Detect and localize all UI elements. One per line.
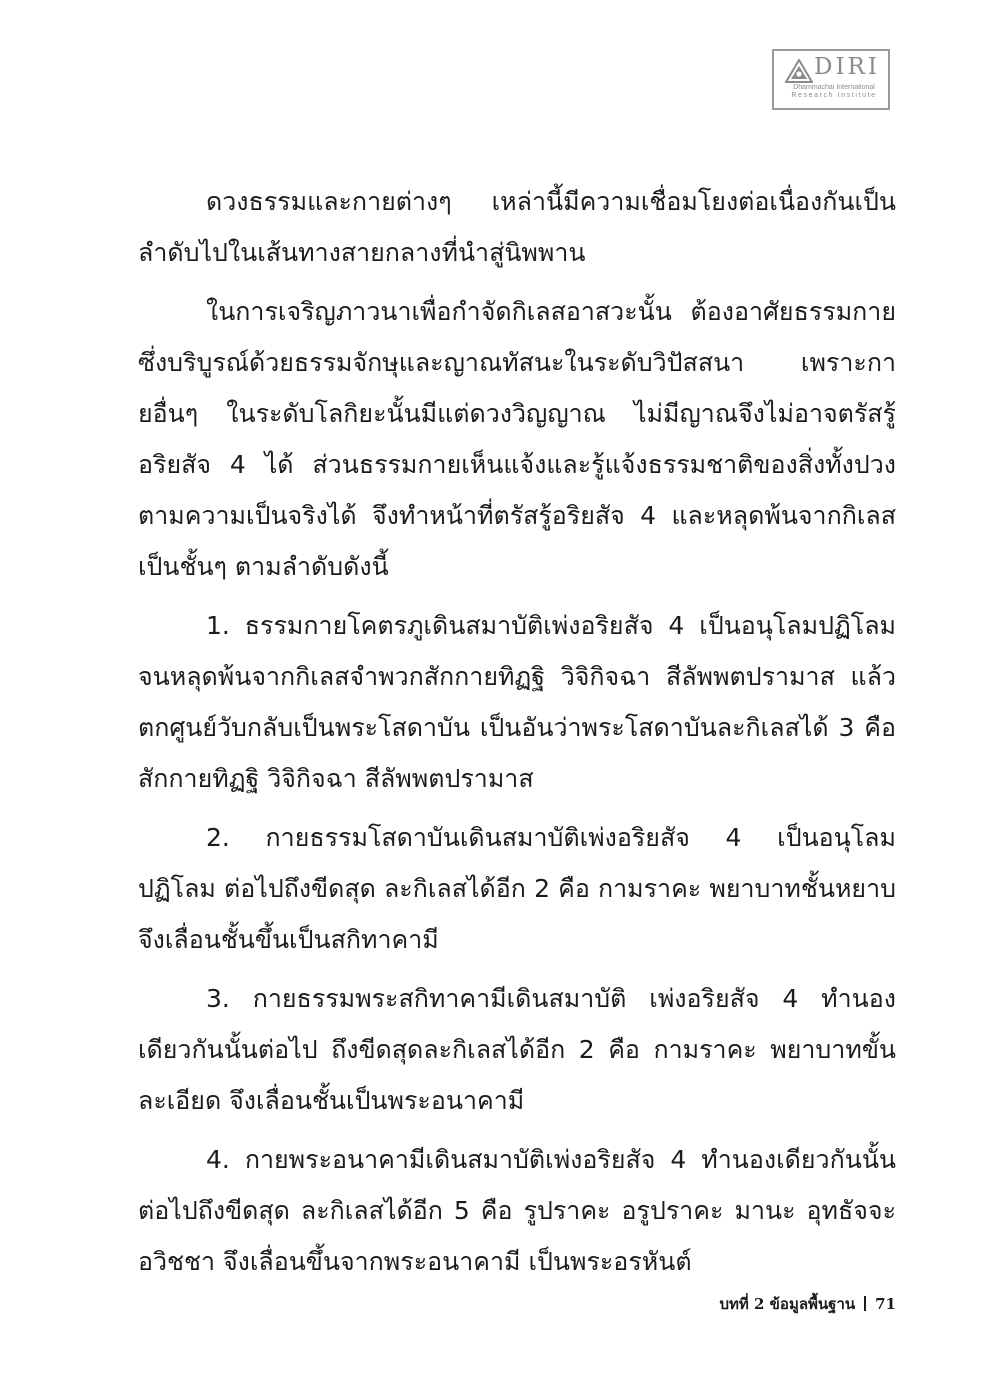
paragraph: 2. กายธรรมโสดาบันเดินสมาบัติเพ่งอริยสัจ 4 เป็นอนุโลม ปฏิโลม ต่อไปถึงขีดสุด ละกิเลสได้อีก 2 คือ กามราคะ พยาบาทชั้นหยาบ จึงเลื่อนชั้นขึ้นเป็นสกิทาคามี — [138, 823, 896, 954]
chapter-title: บทที่ 2 ข้อมูลพื้นฐาน — [719, 1295, 856, 1313]
logo-subtitle-line1: Dhammachai International — [793, 84, 875, 91]
paragraph: 1. ธรรมกายโคตรภูเดินสมาบัติเพ่งอริยสัจ 4 เป็นอนุโลมปฏิโลม จนหลุดพ้นจากกิเลสจำพวกสักกายทิฏฐิ วิจิกิจฉา สีลัพพตปรามาส แล้วตกศูนย์วับกลับเป็นพระโสดาบัน เป็นอันว่าพระโสดาบันละกิเลสได้ 3 คือ สักกายทิฏฐิ วิจิกิจฉา สีลัพพตปรามาส — [138, 611, 896, 793]
paragraph: ในการเจริญภาวนาเพื่อกำจัดกิเลสอาสวะนั้น ต้องอาศัยธรรมกายซึ่งบริบูรณ์ด้วยธรรมจักษุและญาณทัสนะในระดับวิปัสสนา เพราะกายอื่นๆ ในระดับโลกิยะนั้นมีแต่ดวงวิญญาณ ไม่มีญาณจึงไม่อาจตรัสรู้อริยสัจ 4 ได้ ส่วนธรรมกายเห็นแจ้งและรู้แจ้งธรรมชาติของสิ่งทั้งปวงตามความเป็นจริงได้ จึงทำหน้าที่ตรัสรู้อริยสัจ 4 และหลุดพ้นจากกิเลสเป็นชั้นๆ ตามลำดับดังนี้ — [138, 297, 896, 581]
logo-subtitle-line2: Research Institute — [791, 92, 877, 99]
page-footer — [720, 1292, 897, 1316]
page-number: 71 — [875, 1295, 896, 1313]
diri-logo — [772, 49, 890, 110]
logo-subtitle — [788, 84, 880, 100]
footer-divider — [864, 1296, 866, 1311]
logo-name: DIRI — [814, 54, 880, 80]
paragraph: 4. กายพระอนาคามีเดินสมาบัติเพ่งอริยสัจ 4 ทำนองเดียวกันนั้นต่อไปถึงขีดสุด ละกิเลสได้อีก 5 คือ รูปราคะ อรูปราคะ มานะ อุทธัจจะ อวิชชา จึงเลื่อนขึ้นจากพระอนาคามี เป็นพระอรหันต์ — [138, 1145, 896, 1276]
paragraph: ดวงธรรมและกายต่างๆ เหล่านี้มีความเชื่อมโยงต่อเนื่องกันเป็นลำดับไปในเส้นทางสายกลางที่นำสู่นิพพาน — [138, 187, 896, 267]
triangle-logo-icon — [785, 59, 813, 83]
page-body — [138, 176, 896, 1287]
paragraph: 3. กายธรรมพระสกิทาคามีเดินสมาบัติ เพ่งอริยสัจ 4 ทำนองเดียวกันนั้นต่อไป ถึงขีดสุดละกิเลสได้อีก 2 คือ กามราคะ พยาบาทขั้นละเอียด จึงเลื่อนชั้นเป็นพระอนาคามี — [138, 984, 896, 1115]
